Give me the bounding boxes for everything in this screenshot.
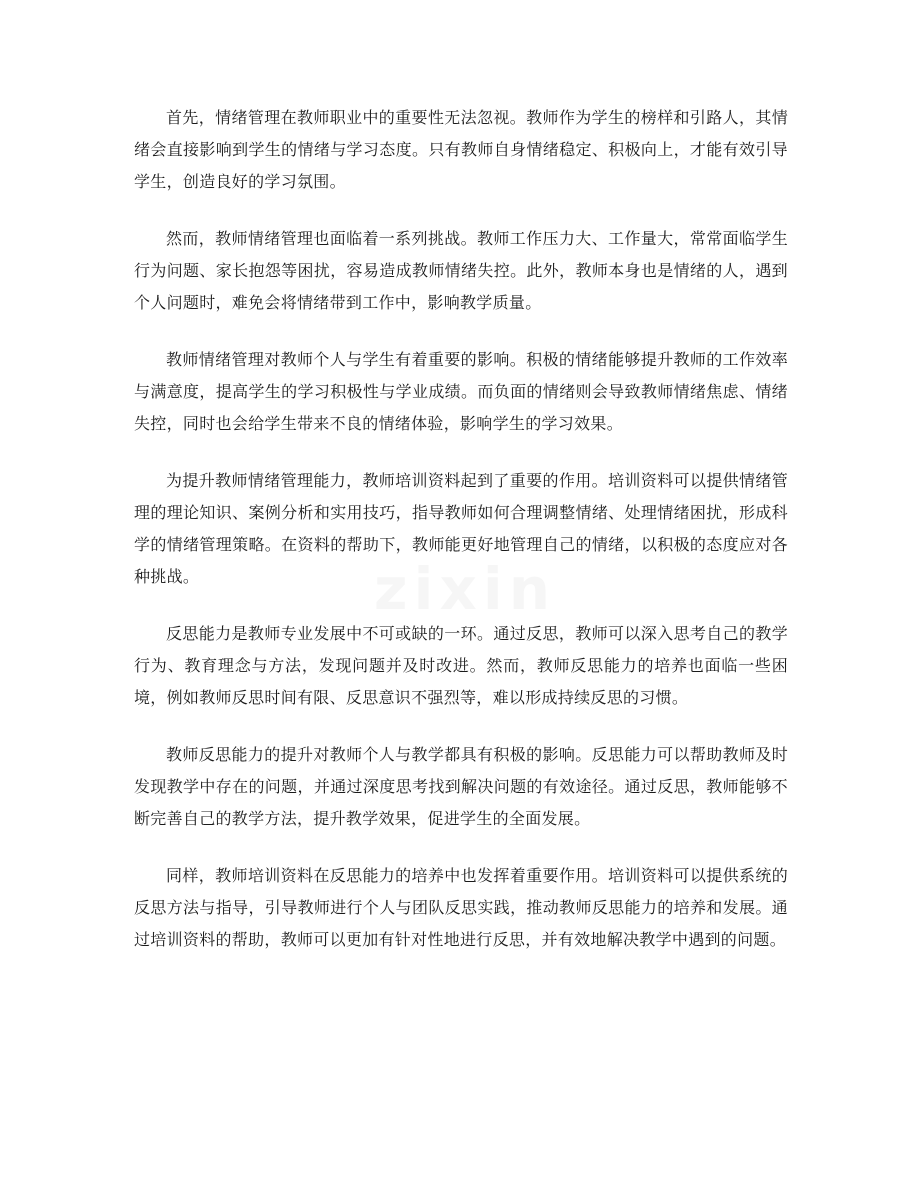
paragraph-2: 然而，教师情绪管理也面临着一系列挑战。教师工作压力大、工作量大，常常面临学生行为问题、家长抱怨等困扰，容易造成教师情绪失控。此外，教师本身也是情绪的人，遇到个人问题时，难免会将情绪带到工作中，影响教学质量。 <box>134 229 788 312</box>
paragraph-5: 反思能力是教师专业发展中不可或缺的一环。通过反思，教师可以深入思考自己的教学行为、教育理念与方法，发现问题并及时改进。然而，教师反思能力的培养也面临一些困境，例如教师反思时间有限、反思意识不强烈等，难以形成持续反思的习惯。 <box>134 624 788 707</box>
paragraph-6: 教师反思能力的提升对教师个人与教学都具有积极的影响。反思能力可以帮助教师及时发现教学中存在的问题，并通过深度思考找到解决问题的有效途径。通过反思，教师能够不断完善自己的教学方法，提升教学效果，促进学生的全面发展。 <box>134 745 788 828</box>
paragraph-4: 为提升教师情绪管理能力，教师培训资料起到了重要的作用。培训资料可以提供情绪管理的理论知识、案例分析和实用技巧，指导教师如何合理调整情绪、处理情绪困扰，形成科学的情绪管理策略。在资料的帮助下，教师能更好地管理自己的情绪，以积极的态度应对各种挑战。 <box>134 471 788 586</box>
paragraph-1: 首先，情绪管理在教师职业中的重要性无法忽视。教师作为学生的榜样和引路人，其情绪会直接影响到学生的情绪与学习态度。只有教师自身情绪稳定、积极向上，才能有效引导学生，创造良好的学习氛围。 <box>134 108 788 191</box>
paragraph-7: 同样，教师培训资料在反思能力的培养中也发挥着重要作用。培训资料可以提供系统的反思方法与指导，引导教师进行个人与团队反思实践，推动教师反思能力的培养和发展。通过培训资料的帮助，教师可以更加有针对性地进行反思，并有效地解决教学中遇到的问题。 <box>134 866 788 949</box>
paragraph-3: 教师情绪管理对教师个人与学生有着重要的影响。积极的情绪能够提升教师的工作效率与满意度，提高学生的学习积极性与学业成绩。而负面的情绪则会导致教师情绪焦虑、情绪失控，同时也会给学生带来不良的情绪体验，影响学生的学习效果。 <box>134 350 788 433</box>
document-body <box>134 102 788 981</box>
